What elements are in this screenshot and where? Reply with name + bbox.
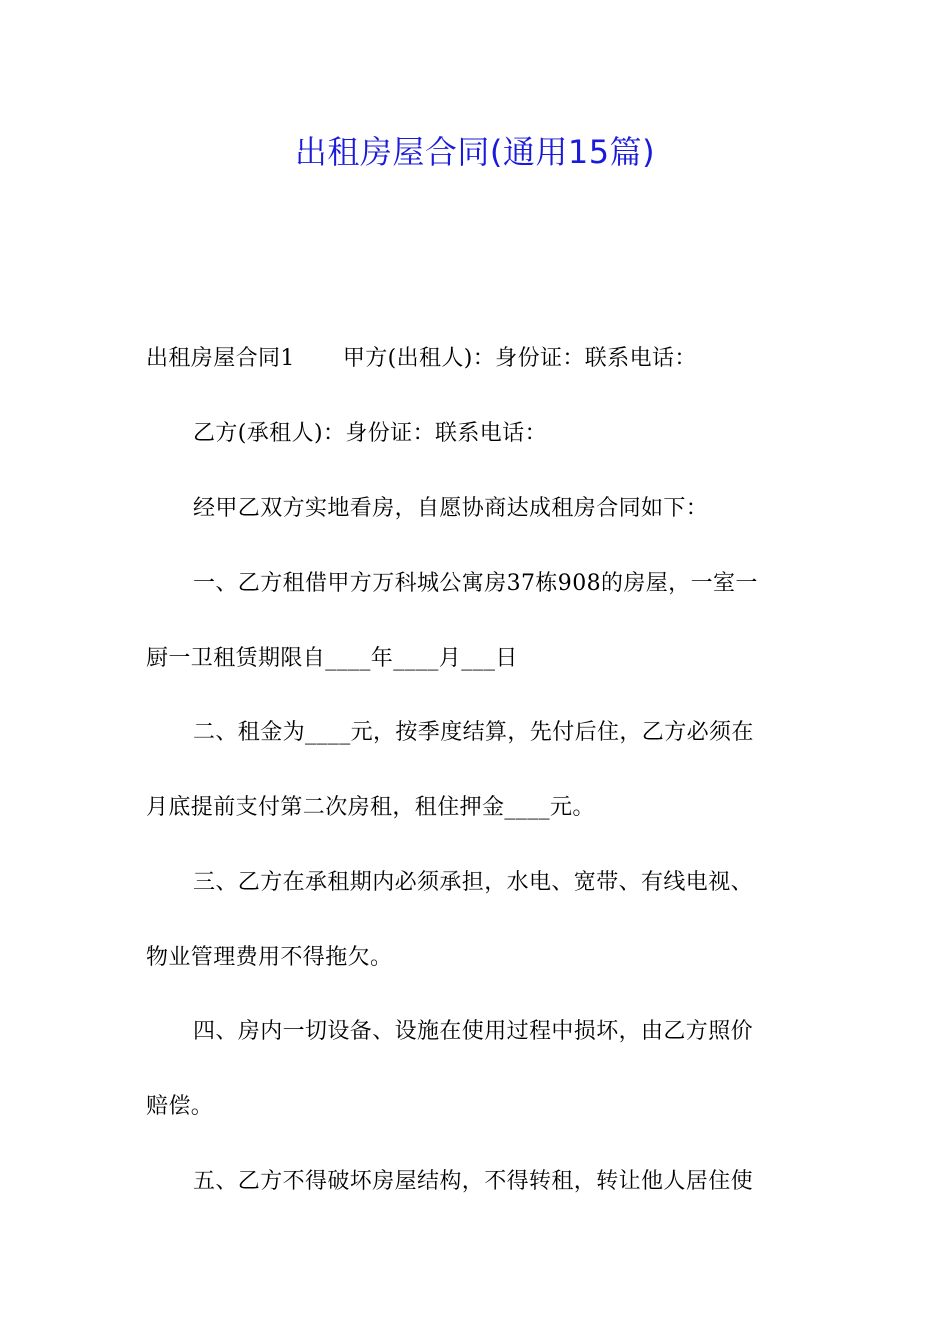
paragraph-line-7: 月底提前支付第二次房租，租住押金____元。 xyxy=(146,795,595,820)
paragraph-line-8: 三、乙方在承租期内必须承担，水电、宽带、有线电视、 xyxy=(193,870,754,895)
paragraph-line-10: 四、房内一切设备、设施在使用过程中损坏，由乙方照价 xyxy=(193,1019,754,1044)
paragraph-line-11: 赔偿。 xyxy=(146,1094,214,1119)
paragraph-line-9: 物业管理费用不得拖欠。 xyxy=(146,945,393,970)
paragraph-line-4: 一、乙方租借甲方万科城公寓房37栋908的房屋，一室一 xyxy=(193,571,758,596)
document-title: 出租房屋合同(通用15篇) xyxy=(294,133,656,171)
paragraph-line-2: 乙方(承租人)：身份证：联系电话： xyxy=(193,421,547,446)
paragraph-line-5: 厨一卫租赁期限自____年____月___日 xyxy=(146,646,518,671)
paragraph-line-6: 二、租金为____元，按季度结算，先付后住，乙方必须在 xyxy=(193,720,754,745)
paragraph-line-12: 五、乙方不得破坏房屋结构，不得转租，转让他人居住使 xyxy=(193,1169,754,1194)
contract-number-label: 出租房屋合同1 xyxy=(146,346,295,371)
paragraph-line-3: 经甲乙双方实地看房，自愿协商达成租房合同如下： xyxy=(193,496,709,521)
party-a-line: 甲方(出租人)：身份证：联系电话： xyxy=(342,346,697,371)
paragraph-line-1 xyxy=(146,341,806,377)
